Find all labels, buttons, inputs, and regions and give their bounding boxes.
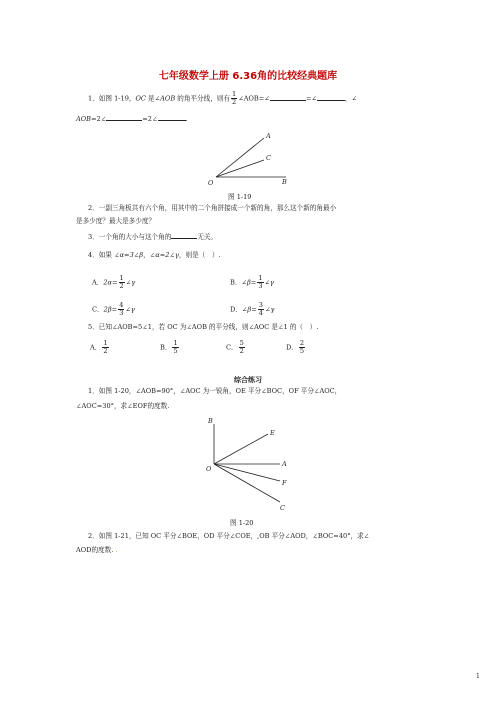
label-c: C (280, 504, 285, 512)
practice-2-line-1: 2．如图 1-21，已知 OC 平分∠BOE，OD 平分∠COE，,OB 平分∠AOD，∠BOC=40°，求∠ (88, 532, 370, 540)
q5-option-c[interactable]: C． $\frac{5}{2}$ (226, 339, 244, 355)
label-f: F (282, 479, 287, 487)
practice-1-line-1: 1．如图 1-20，∠AOB=90°，∠AOC 为一锐角，OE 平分∠BOC，OF 平分∠AOC， (88, 387, 342, 395)
label-o: O (206, 465, 212, 473)
q1-line2-eq1: =2∠ (91, 115, 107, 123)
q4-condition-1: ∠α=3∠β (114, 251, 144, 259)
question-2-line-1: 2．一副三角板共有六个角，用其中的二个角拼接成一个新的角，那么这个新的角最小 (88, 204, 337, 212)
ray-oa (216, 138, 264, 177)
q1-aob: AOB (160, 94, 176, 103)
q4-sep: ， (143, 251, 150, 259)
q1-blank-4[interactable] (158, 113, 186, 121)
q1-blank-2[interactable] (317, 93, 345, 101)
q3-post: 无关。 (197, 233, 218, 241)
q1-blank-3[interactable] (106, 113, 142, 121)
figure-1-20 (200, 414, 300, 514)
label-c: C (266, 154, 271, 162)
practice-2-dot: . (115, 546, 118, 554)
practice-1-line-2: ∠AOC=30°，求∠EOF的度数. (76, 402, 170, 410)
q4-pre: 4．如果 (88, 251, 115, 259)
q4-post: ，则是（ ）. (178, 251, 221, 259)
q5-option-a[interactable]: A． $\frac{1}{2}$ (90, 339, 108, 355)
ray-oe (214, 434, 268, 464)
ray-oc (214, 464, 280, 502)
q4-condition-2: ∠α=2∠γ (149, 251, 179, 259)
q1-eq: =∠ (305, 94, 317, 103)
q1-line2-end: . (185, 115, 188, 123)
figure-1-19-caption: 图 1-19 (228, 193, 252, 201)
q1-mid: 是∠ (145, 94, 161, 103)
figure-1-20-caption: 图 1-20 (230, 519, 254, 527)
question-1-line-2 (76, 113, 188, 123)
practice-2-text: AOD的度数. (76, 546, 114, 554)
page-number: 1 (476, 673, 480, 680)
q1-number: 1．如图 1-19， (88, 94, 136, 103)
label-e: E (270, 429, 275, 437)
q1-tail: ∠AOB=∠ (238, 94, 270, 103)
q1-blank-1[interactable] (270, 93, 306, 101)
q1-line2-eq2: =2∠ (142, 115, 158, 123)
section-heading: 综合练习 (234, 376, 262, 384)
ray-of (214, 464, 280, 481)
q4-option-a[interactable]: A．2α= $\frac{1}{2}$ ∠γ (92, 274, 136, 290)
question-5: 5．已知∠AOB=5∠1，若 OC 为∠AOB 的平分线，则∠AOC 是∠1 的（ ）. (88, 323, 319, 331)
question-2-line-2: 是多少度？最大是多少度？ (76, 217, 156, 225)
q1-mid2: 的角平分线，则有 (175, 94, 231, 103)
practice-2-line-2 (76, 546, 118, 554)
label-a: A (282, 460, 287, 468)
q1-line2-aob: AOB (76, 115, 92, 123)
q5-option-d[interactable]: D． $\frac{2}{5}$ (286, 339, 305, 355)
q4-option-c[interactable]: C．2β= $\frac{4}{3}$ ∠γ (92, 301, 135, 317)
q1-end: ，∠ (344, 94, 358, 103)
label-a: A (266, 132, 271, 140)
q1-oc: OC (135, 94, 146, 103)
question-1 (88, 91, 357, 106)
question-3 (88, 231, 217, 241)
q1-fraction: $\frac{1}{2}$ (232, 90, 237, 106)
q5-option-b[interactable]: B． $\frac{1}{5}$ (160, 339, 178, 355)
q3-blank[interactable] (171, 231, 197, 239)
page-title: 七年级数学上册 6.36角的比较经典题库 (158, 71, 338, 82)
label-b: B (282, 178, 287, 186)
question-4 (88, 251, 221, 259)
label-b: B (208, 417, 213, 425)
q4-option-d[interactable]: D．∠β= $\frac{3}{4}$ ∠γ (230, 301, 275, 317)
label-o: O (208, 179, 214, 187)
q3-text: 3．一个角的大小与这个角的 (88, 233, 172, 241)
q4-option-b[interactable]: B．∠β= $\frac{1}{3}$ ∠γ (230, 274, 274, 290)
ray-oc (216, 160, 264, 177)
figure-1-19 (200, 126, 300, 188)
